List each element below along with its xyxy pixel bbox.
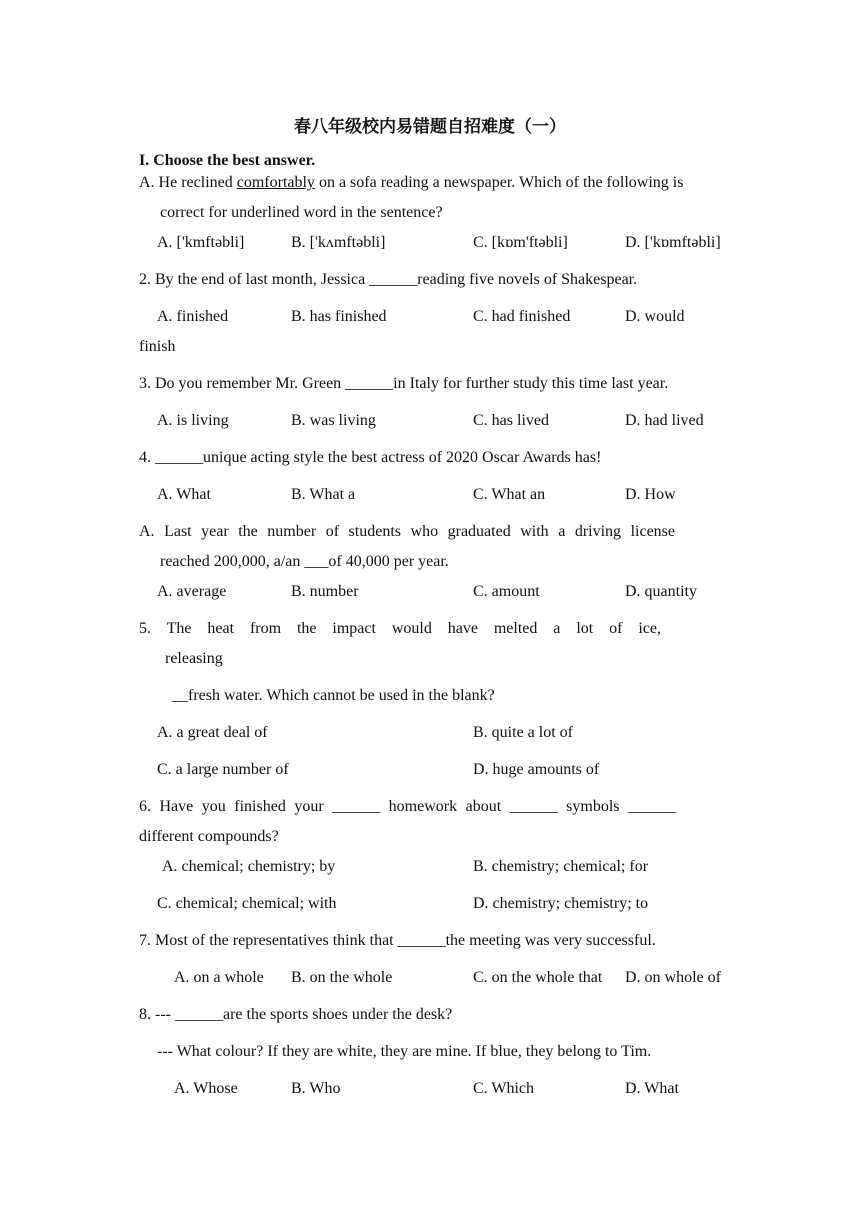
option-a: A. chemical; chemistry; by [162,858,336,875]
option-b: B. number [291,583,359,600]
option-c: C. on the whole that [473,969,603,986]
option-b: B. quite a lot of [473,724,573,741]
section-heading: I. Choose the best answer. [139,152,316,169]
option-a: A. on a whole [174,969,264,986]
option-a: A. finished [157,308,229,325]
question-stem-cont: --- What colour? If they are white, they are mine. If blue, they belong to Tim. [157,1043,652,1060]
option-d: D. ['kɒmftəbli] [625,234,721,251]
option-c: C. had finished [473,308,571,325]
option-a: A. a great deal of [157,724,268,741]
question-stem: A. He reclined comfortably on a sofa reading a newspaper. Which of the following is [139,174,684,191]
option-c: C. [kɒm'ftəbli] [473,234,568,251]
option-a: A. Whose [174,1080,238,1097]
question-stem: 4. ______unique acting style the best actress of 2020 Oscar Awards has! [139,449,602,466]
option-b: B. chemistry; chemical; for [473,858,649,875]
option-a: A. What [157,486,211,503]
question-stem: 7. Most of the representatives think that ______the meeting was very successful. [139,932,656,949]
option-c: C. has lived [473,412,549,429]
option-b: B. ['kʌmftəbli] [291,234,386,251]
option-d: D. How [625,486,676,503]
option-c: C. amount [473,583,540,600]
question-stem-cont: reached 200,000, a/an ___of 40,000 per year. [160,553,449,570]
option-a: A. is living [157,412,229,429]
option-d: D. had lived [625,412,704,429]
question-stem: 5. The heat from the impact would have melted a lot of ice, [139,620,661,637]
option-c: C. a large number of [157,761,289,778]
option-c: C. Which [473,1080,535,1097]
option-d: D. What [625,1080,679,1097]
option-d-cont: finish [139,338,176,355]
question-stem: 2. By the end of last month, Jessica ______reading five novels of Shakespear. [139,271,638,288]
page-title: 春八年级校内易错题自招难度（一） [294,117,566,136]
question-stem: 3. Do you remember Mr. Green ______in Italy for further study this time last year. [139,375,669,392]
option-d: D. quantity [625,583,697,600]
option-b: B. was living [291,412,376,429]
question-stem-cont-2: __fresh water. Which cannot be used in the blank? [172,687,495,704]
question-stem: 8. --- ______are the sports shoes under the desk? [139,1006,453,1023]
option-a: A. average [157,583,227,600]
question-stem-cont: releasing [165,650,223,667]
option-d: D. on whole of [625,969,721,986]
option-b: B. on the whole [291,969,393,986]
question-stem-cont: correct for underlined word in the sentence? [160,204,443,221]
option-b: B. has finished [291,308,387,325]
question-stem-cont: different compounds? [139,828,279,845]
option-d: D. chemistry; chemistry; to [473,895,649,912]
option-c: C. What an [473,486,546,503]
option-d: D. would [625,308,685,325]
option-d: D. huge amounts of [473,761,600,778]
option-c: C. chemical; chemical; with [157,895,337,912]
option-b: B. Who [291,1080,341,1097]
question-stem: A. Last year the number of students who graduated with a driving license [139,523,675,540]
option-b: B. What a [291,486,356,503]
underlined-word: comfortably [236,174,315,191]
question-stem: 6. Have you finished your ______ homework about ______ symbols ______ [139,798,676,815]
option-a: A. ['kmftəbli] [157,234,245,251]
